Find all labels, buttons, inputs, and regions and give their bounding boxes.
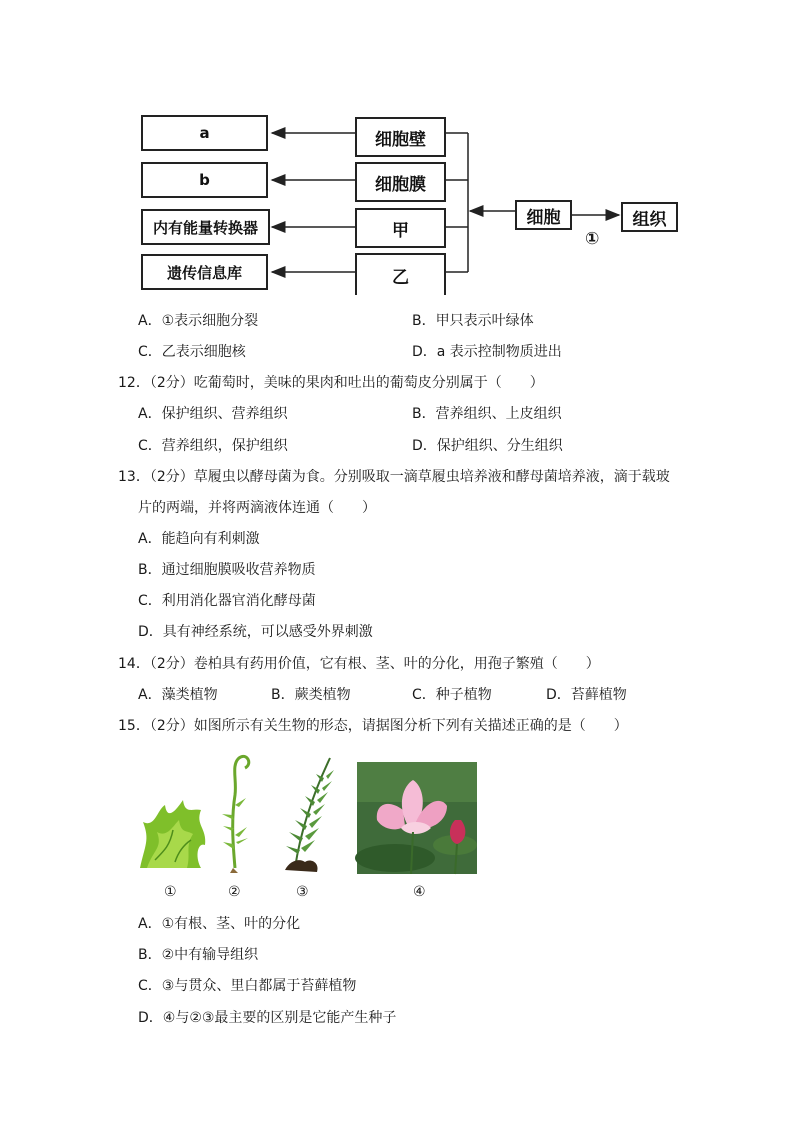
box-yi: 乙: [355, 253, 446, 295]
q15-option-c: C．③与贯众、里白都属于苔藓植物: [138, 978, 357, 994]
q11-option-a: A．①表示细胞分裂: [138, 313, 259, 329]
q11-option-b: B．甲只表示叶绿体: [412, 313, 534, 329]
box-cell: 细胞: [515, 200, 572, 230]
box-energy-converter: 内有能量转换器: [141, 209, 270, 245]
q14-option-c: C．种子植物: [412, 687, 492, 703]
q15-image-label-1: ①: [164, 884, 177, 900]
box-genetic-library: 遗传信息库: [141, 254, 268, 290]
q13-option-c: C．利用消化器官消化酵母菌: [138, 593, 316, 609]
plant-image-3: [285, 758, 334, 872]
q12-option-c: C．营养组织，保护组织: [138, 438, 288, 454]
q12-option-a: A．保护组织、营养组织: [138, 406, 288, 422]
q15-option-d: D．④与②③最主要的区别是它能产生种子: [138, 1010, 397, 1026]
plant-image-2: [222, 756, 249, 873]
plant-image-4: [355, 762, 477, 874]
box-tissue: 组织: [621, 202, 678, 232]
box-jia: 甲: [355, 208, 446, 248]
q11-option-c: C．乙表示细胞核: [138, 344, 246, 360]
box-a: a: [141, 115, 268, 151]
box-cell-membrane: 细胞膜: [355, 162, 446, 202]
box-cell-wall: 细胞壁: [355, 117, 446, 157]
arrow-label-1: ①: [585, 229, 600, 249]
q15-image-label-3: ③: [296, 884, 309, 900]
q15-image-label-2: ②: [228, 884, 241, 900]
q12-option-d: D．保护组织、分生组织: [412, 438, 563, 454]
plant-image-1: [140, 800, 205, 868]
q15-option-a: A．①有根、茎、叶的分化: [138, 916, 301, 932]
q13-option-b: B．通过细胞膜吸收营养物质: [138, 562, 316, 578]
q15-image-label-4: ④: [413, 884, 426, 900]
q13-option-a: A．能趋向有利刺激: [138, 531, 260, 547]
q13-stem-line1: 13．（2分）草履虫以酵母菌为食。分别吸取一滴草履虫培养液和酵母菌培养液，滴于载玻: [118, 469, 670, 485]
q15-plant-images: [135, 750, 485, 880]
q15-stem: 15．（2分）如图所示有关生物的形态，请据图分析下列有关描述正确的是（ ）: [118, 718, 628, 734]
q15-option-b: B．②中有输导组织: [138, 947, 259, 963]
q14-stem: 14．（2分）卷柏具有药用价值，它有根、茎、叶的分化，用孢子繁殖（ ）: [118, 656, 600, 672]
q12-stem: 12．（2分）吃葡萄时，美味的果肉和吐出的葡萄皮分别属于（ ）: [118, 375, 544, 391]
q12-option-b: B．营养组织、上皮组织: [412, 406, 562, 422]
q13-stem-line2: 片的两端，并将两滴液体连通（ ）: [138, 500, 376, 516]
q11-option-d: D．a 表示控制物质进出: [412, 344, 562, 360]
q14-option-d: D．苔藓植物: [546, 687, 627, 703]
box-b: b: [141, 162, 268, 198]
q14-option-b: B．蕨类植物: [271, 687, 351, 703]
q14-option-a: A．藻类植物: [138, 687, 218, 703]
q13-option-d: D．具有神经系统，可以感受外界刺激: [138, 624, 373, 640]
